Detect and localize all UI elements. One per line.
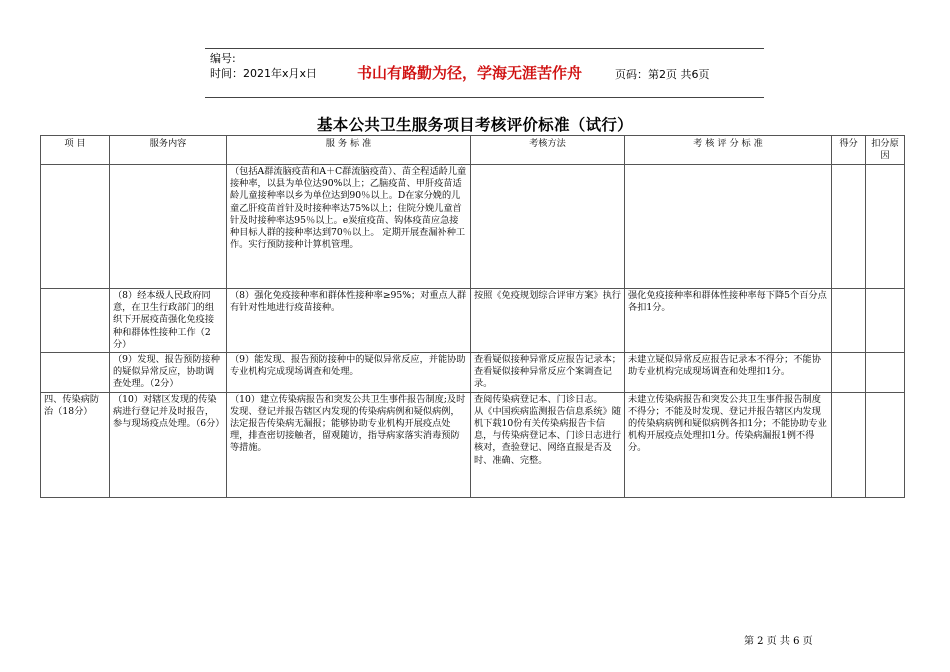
cell-method: 按照《免疫规划综合评审方案》执行 bbox=[471, 289, 625, 353]
cell-reason bbox=[866, 392, 905, 497]
col-header-reason: 扣分原因 bbox=[866, 136, 905, 165]
cell-content: （9）发现、报告预防接种的疑似异常反应，协助调查处理。（2分） bbox=[110, 353, 227, 393]
col-header-method: 考核方法 bbox=[471, 136, 625, 165]
document-header bbox=[205, 48, 764, 98]
header-motto: 书山有路勤为径，学海无涯苦作舟 bbox=[357, 64, 583, 82]
cell-standard: （包括A群流脑疫苗和A＋C群流脑疫苗）、苗全程适龄儿童接种率，以县为单位达90%以上；乙脑疫苗、甲肝疫苗适龄儿童接种率以乡为单位达到90％以上。D在家分娩的儿童乙肝疫苗首针及时接种率达75%以上；住院分娩儿童首针及时接种率达95％以上。e炭疽疫苗、钩体疫苗应急接种目标人群的接种率达到70％以上。 定期开展查漏补种工作。实行预防接种计算机管理。 bbox=[227, 165, 471, 289]
table-header-row bbox=[41, 136, 905, 165]
cell-scoring: 强化免疫接种率和群体性接种率每下降5个百分点各扣1分。 bbox=[625, 289, 832, 353]
cell-score bbox=[832, 392, 866, 497]
header-left-block bbox=[210, 51, 317, 81]
col-header-score: 得分 bbox=[832, 136, 866, 165]
cell-project bbox=[41, 289, 110, 353]
cell-reason bbox=[866, 353, 905, 393]
cell-method bbox=[471, 165, 625, 289]
cell-standard: （9）能发现、报告预防接种中的疑似异常反应，并能协助专业机构完成现场调查和处理。 bbox=[227, 353, 471, 393]
cell-scoring bbox=[625, 165, 832, 289]
col-header-content: 服务内容 bbox=[110, 136, 227, 165]
table-row bbox=[41, 353, 905, 393]
table-row bbox=[41, 392, 905, 497]
cell-score bbox=[832, 165, 866, 289]
table-row bbox=[41, 289, 905, 353]
col-header-scoring: 考 核 评 分 标 准 bbox=[625, 136, 832, 165]
cell-content bbox=[110, 165, 227, 289]
cell-project bbox=[41, 353, 110, 393]
cell-scoring: 未建立传染病报告和突发公共卫生事件报告制度不得分；不能及时发现、登记并报告辖区内发现的传染病病例和疑似病例各扣1分；不能协助专业机构开展疫点处理扣1分。传染病漏报1例不得分。 bbox=[625, 392, 832, 497]
cell-method: 查看疑似接种异常反应报告记录本；查看疑似接种异常反应个案调查记录。 bbox=[471, 353, 625, 393]
cell-reason bbox=[866, 165, 905, 289]
col-header-project: 项 目 bbox=[41, 136, 110, 165]
cell-content: （8）经本级人民政府同意，在卫生行政部门的组织下开展疫苗强化免疫接种和群体性接种工作（2分） bbox=[110, 289, 227, 353]
cell-score bbox=[832, 289, 866, 353]
cell-project bbox=[41, 165, 110, 289]
cell-scoring: 未建立疑似异常反应报告记录本不得分；不能协助专业机构完成现场调查和处理扣1分。 bbox=[625, 353, 832, 393]
cell-method: 查阅传染病登记本、门诊日志。 从《中国疾病监测报告信息系统》随机下载10份有关传染病报告卡信息，与传染病登记本、门诊日志进行核对，查验登记、网络直报是否及时、准确、完整。 bbox=[471, 392, 625, 497]
cell-content: （10）对辖区发现的传染病进行登记并及时报告，参与现场疫点处理。（6分） bbox=[110, 392, 227, 497]
header-time-label: 时间：2021年x月x日 bbox=[210, 67, 318, 80]
header-page-code: 页码：第2页 共6页 bbox=[615, 68, 710, 81]
cell-reason bbox=[866, 289, 905, 353]
page-footer: 第 2 页 共 6 页 bbox=[744, 636, 813, 647]
cell-standard: （8）强化免疫接种率和群体性接种率≥95%；对重点人群有针对性地进行疫苗接种。 bbox=[227, 289, 471, 353]
cell-standard: （10）建立传染病报告和突发公共卫生事件报告制度;及时发现、登记并报告辖区内发现的传染病病例和疑似病例，法定报告传染病无漏报；能够协助专业机构开展疫点处理，排查密切接触者，留观随访，指导病家落实消毒预防等措施。 bbox=[227, 392, 471, 497]
table-row bbox=[41, 165, 905, 289]
header-number-label: 编号: bbox=[210, 52, 236, 65]
evaluation-table bbox=[40, 135, 905, 498]
page-title: 基本公共卫生服务项目考核评价标准（试行） bbox=[316, 116, 633, 134]
cell-project: 四、传染病防治（18分） bbox=[41, 392, 110, 497]
cell-score bbox=[832, 353, 866, 393]
col-header-standard: 服 务 标 准 bbox=[227, 136, 471, 165]
